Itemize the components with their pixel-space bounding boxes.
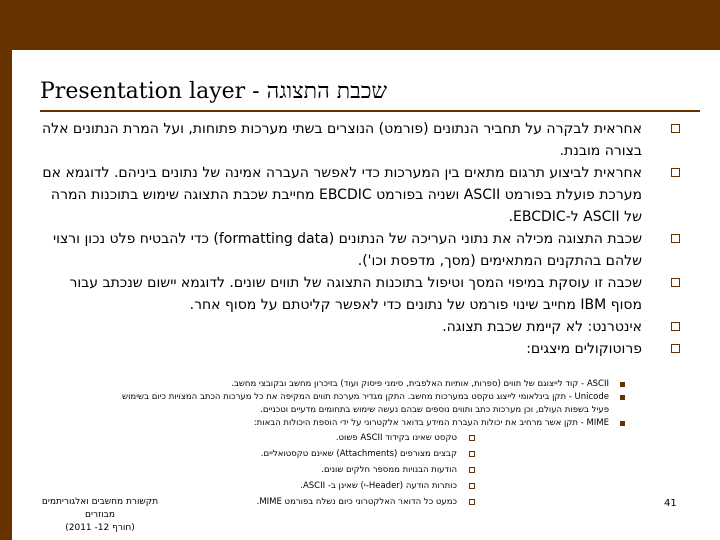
sub-bullet-text: ASCII - קוד לייצוגם של תווים (ספרות, אותיות האלפבית, סימני פיסוק ועוד) בזיכרון מחשב ובקובצי מחשב. xyxy=(231,379,609,389)
square-bullet-icon xyxy=(671,278,680,287)
main-bullet-list xyxy=(40,118,680,360)
square-bullet-icon xyxy=(671,344,680,353)
slide-title: Presentation layer - שכבת התצוגה xyxy=(40,79,388,104)
top-decoration-bar xyxy=(0,0,720,50)
left-decoration-bar xyxy=(0,0,12,540)
sub-bullet-text: MIME - תקן אשר מרחיב את יכולות העברת המידע בדואר אלקטרוני על ידי הוספת היכולות הבאות: xyxy=(253,418,609,428)
bullet-text: פרוטוקולים מיצגים: xyxy=(526,341,642,357)
bullet-text: אחראית לביצוע תרגום מתאים בין המערכות כדי לאפשר העברה אמינה של נתונים ביניהם. לדוגמא אם מערכת פועלת בפורמט ASCII ושניה בפורמט EBCDIC מחייבת שכבת התצוגה שימוש בתוכנות המרה של ASCII ל-EBCDIC. xyxy=(42,165,642,225)
mime-feature-text: הודעות הבנויות ממספר חלקים שונים. xyxy=(321,465,457,475)
sub-bullet-item xyxy=(105,391,625,417)
course-name: תקשורת מחשבים ואלגוריתמים מבוזרים xyxy=(41,497,159,520)
square-bullet-icon xyxy=(671,234,680,243)
hollow-square-bullet-icon xyxy=(469,435,475,441)
sub-bullet-item xyxy=(105,378,625,391)
mime-feature-text: כמעט כל הדואר האלקטרוני כיום נשלח בפורמט MIME. xyxy=(256,497,457,507)
bullet-item xyxy=(40,272,680,316)
mime-feature-text: כותרות הודעה (Header-י) שאינן ב- ASCII. xyxy=(300,481,457,491)
hollow-square-bullet-icon xyxy=(469,451,475,457)
course-semester: (חורף 12- 2011) xyxy=(65,523,135,533)
bullet-item xyxy=(40,228,680,272)
mime-feature-item xyxy=(105,478,475,494)
hollow-square-bullet-icon xyxy=(469,483,475,489)
hollow-square-bullet-icon xyxy=(469,499,475,505)
small-square-bullet-icon xyxy=(620,421,625,426)
bullet-text: אחראית לבקרה על תחביר הנתונים (פורמט) הנוצרים בשתי מערכות פתוחות, ועל המרת הנתונים אלה בצורה מובנת. xyxy=(42,121,642,159)
sub-bullet-item xyxy=(105,417,625,430)
bullet-item xyxy=(40,118,680,162)
mime-feature-item xyxy=(105,462,475,478)
bullet-item xyxy=(40,162,680,228)
square-bullet-icon xyxy=(671,124,680,133)
square-bullet-icon xyxy=(671,322,680,331)
bullet-item xyxy=(40,316,680,338)
hollow-square-bullet-icon xyxy=(469,467,475,473)
bullet-text: שכבת התצוגה מכילה את נתוני העריכה של הנתונים (formatting data) כדי להבטיח פלט נכון ורצוי שלהם בהתקנים המתאימים (מסך, מדפסת וכו'). xyxy=(53,231,642,269)
mime-feature-text: קבצים מצורפים (Attachments) שאינם טקסטואליים. xyxy=(260,449,457,459)
protocol-sub-list xyxy=(105,378,625,510)
course-footer xyxy=(40,496,160,535)
square-bullet-icon xyxy=(671,168,680,177)
sub-bullet-text: Unicode - תקן בינלאומי לייצוג טקסט במערכות מחשב. התקן מגדיר מערכת תווים המקיפה את כל מערכות הכתב המצויות כיום בשימוש פעיל בשפות העולם, וכן מערכות כתב ותווים נוספים שבהם נעשה שימוש בתחומים מדעיים וטכניים. xyxy=(122,392,609,415)
page-number: 41 xyxy=(664,498,677,509)
title-underline xyxy=(40,110,700,112)
mime-feature-item xyxy=(105,446,475,462)
mime-feature-text: טקסט שאינו בקידוד ASCII פשוט. xyxy=(335,433,457,443)
small-square-bullet-icon xyxy=(620,382,625,387)
bullet-item xyxy=(40,338,680,360)
small-square-bullet-icon xyxy=(620,395,625,400)
mime-feature-list xyxy=(105,430,475,510)
mime-feature-item xyxy=(105,430,475,446)
mime-feature-item xyxy=(105,494,475,510)
bullet-text: שכבה זו עוסקת במיפוי המסך וטיפול בתוכנות התצוגה של תווים שונים. לדוגמא יישום שנכתב עבור מסוף IBM מחייב שינוי פורמט של נתונים כדי לאפשר קליטתם על מסוף אחר. xyxy=(69,275,642,313)
bullet-text: אינטרנט: לא קיימת שכבת תצוגה. xyxy=(442,319,642,335)
